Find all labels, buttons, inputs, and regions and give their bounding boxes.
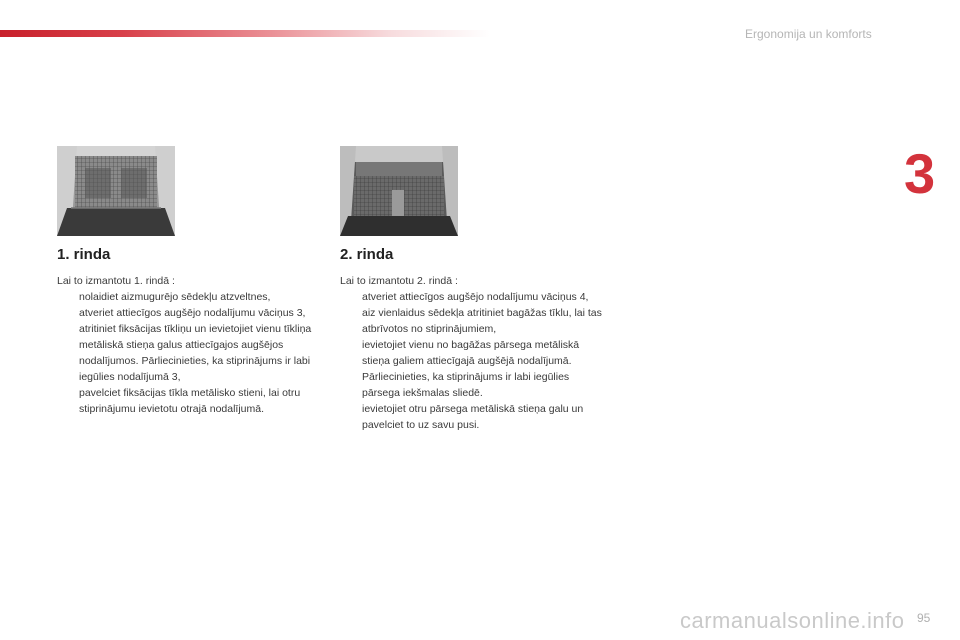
- row-2-steps: [340, 289, 605, 433]
- row-2-heading: 2. rinda: [340, 246, 394, 263]
- list-item: [57, 289, 322, 305]
- row-1-intro: Lai to izmantotu 1. rindā :: [57, 275, 175, 287]
- chapter-number: 3: [904, 142, 936, 205]
- list-item-text: pavelciet fiksācijas tīkla metālisko stieni, lai otru stiprinājumu ievietotu otrajā nodalījumā.: [79, 387, 301, 415]
- list-item: [340, 337, 605, 401]
- list-item-text: atritiniet fiksācijas tīkliņu un ievietojiet vienu tīkliņa metāliskā stieņa galus attiecīgajos augšējos nodalījumos. Pārliecinieties, ka stiprinājums ir labi iegūlies nodalījumā 3,: [79, 323, 312, 383]
- list-item-text: atveriet attiecīgos augšējo nodalījumu vāciņus 3,: [79, 307, 306, 319]
- list-item-text: ievietojiet otru pārsega metāliskā stieņa galu un pavelciet to uz savu pusi.: [362, 403, 584, 431]
- list-item: [57, 321, 322, 385]
- row-2-intro: Lai to izmantotu 2. rindā :: [340, 275, 458, 287]
- watermark: carmanualsonline.info: [680, 608, 905, 633]
- row-1-heading: 1. rinda: [57, 246, 111, 263]
- header-accent-bar: [0, 30, 490, 37]
- list-item-text: nolaidiet aizmugurējo sēdekļu atzveltnes,: [79, 291, 271, 303]
- row-1-steps: [57, 289, 322, 417]
- cargo-net-row-1-photo: [57, 146, 175, 236]
- list-item-text: atveriet attiecīgos augšējo nodalījumu vāciņus 4,: [362, 291, 589, 303]
- list-item: [57, 305, 322, 321]
- row-1-section: [57, 246, 322, 417]
- list-item: [57, 385, 322, 417]
- list-item: [340, 289, 605, 305]
- section-title: Ergonomija un komforts: [745, 27, 872, 41]
- list-item: [340, 305, 605, 337]
- cargo-net-row-2-photo: [340, 146, 458, 236]
- list-item: [340, 401, 605, 433]
- row-2-section: [340, 246, 605, 433]
- page-number: 95: [917, 611, 931, 625]
- list-item-text: ievietojiet vienu no bagāžas pārsega metāliskā stieņa galiem attiecīgajā augšējā nodalījumā. Pārliecinieties, ka stiprinājums ir labi iegūlies pārsega iekšmalas sliedē.: [362, 339, 580, 399]
- list-item-text: aiz vienlaidus sēdekļa atritiniet bagāžas tīklu, lai tas atbrīvotos no stiprinājumiem,: [362, 307, 602, 335]
